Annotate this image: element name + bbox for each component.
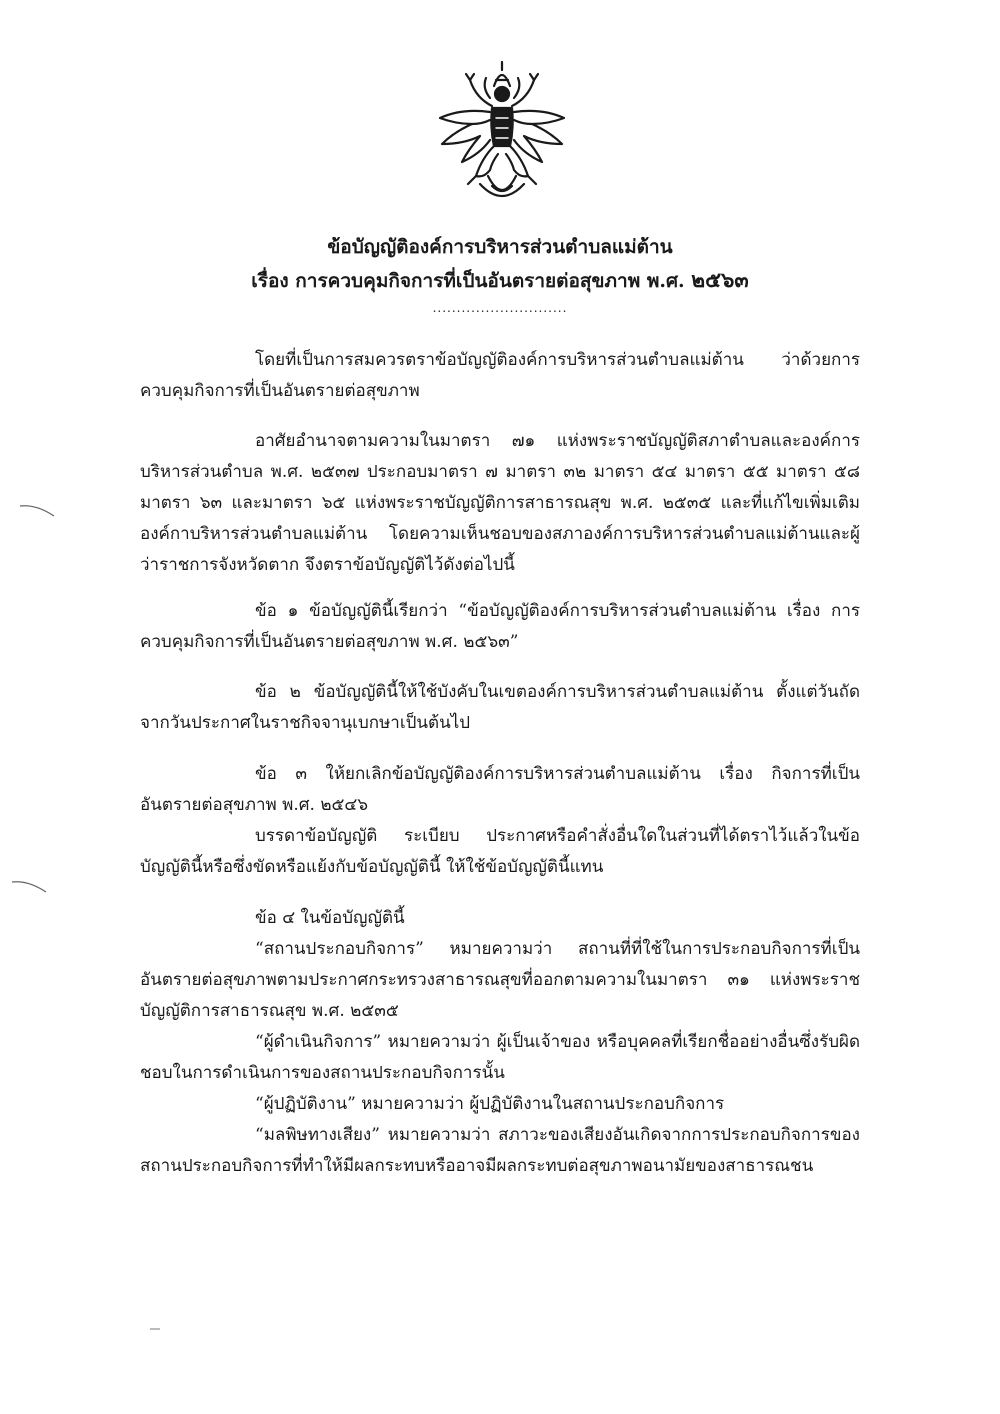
clause-3-section bbox=[140, 759, 860, 883]
authority-section bbox=[140, 426, 860, 581]
definition-establishment: “สถานประกอบกิจการ” หมายความว่า สถานที่ที่ใช้ในการประกอบกิจการที่เป็นอันตรายต่อสุขภาพตามประกาศกระทรวงสาธารณสุขที่ออกตามความในมาตรา ๓๑ แห่งพระราชบัญญัติการสาธารณสุข พ.ศ. ๒๕๓๕ bbox=[140, 939, 860, 1021]
clause-2: ข้อ ๒ ข้อบัญญัตินี้ให้ใช้บังคับในเขตองค์การบริหารส่วนตำบลแม่ต้าน ตั้งแต่วันถัดจากวันประกาศในราชกิจจานุเบกษาเป็นต้นไป bbox=[140, 682, 860, 733]
preamble-section bbox=[140, 345, 860, 407]
clause-2-section bbox=[140, 677, 860, 739]
clause-1-section bbox=[140, 596, 860, 658]
definition-noise-pollution: “มลพิษทางเสียง” หมายความว่า สภาวะของเสียงอันเกิดจากการประกอบกิจการของสถานประกอบกิจการที่ทำให้มีผลกระทบหรืออาจมีผลกระทบต่อสุขภาพอนามัยของสาธารณชน bbox=[140, 1125, 860, 1176]
scan-mark bbox=[10, 876, 50, 896]
clause-3: ข้อ ๓ ให้ยกเลิกข้อบัญญัติองค์การบริหารส่วนตำบลแม่ต้าน เรื่อง กิจการที่เป็นอันตรายต่อสุขภาพ พ.ศ. ๒๕๔๖ bbox=[140, 764, 860, 815]
definition-operator: “ผู้ดำเนินกิจการ” หมายความว่า ผู้เป็นเจ้าของ หรือบุคคลที่เรียกชื่ออย่างอื่นซึ่งรับผิดชอบในการดำเนินการของสถานประกอบกิจการนั้น bbox=[140, 1032, 860, 1083]
clause-4-section bbox=[140, 903, 860, 1182]
title-separator: ............................ bbox=[432, 301, 568, 315]
scan-mark bbox=[148, 1324, 164, 1334]
preamble-paragraph: โดยที่เป็นการสมควรตราข้อบัญญัติองค์การบริหารส่วนตำบลแม่ต้าน ว่าด้วยการควบคุมกิจการที่เป็นอันตรายต่อสุขภาพ bbox=[140, 350, 860, 401]
clause-3-continuation: บรรดาข้อบัญญัติ ระเบียบ ประกาศหรือคำสั่งอื่นใดในส่วนที่ได้ตราไว้แล้วในข้อบัญญัตินี้หรือซึ่งขัดหรือแย้งกับข้อบัญญัตินี้ ให้ใช้ข้อบัญญัตินี้แทน bbox=[140, 826, 860, 877]
subtitle-text: เรื่อง การควบคุมกิจการที่เป็นอันตรายต่อสุขภาพ พ.ศ. bbox=[251, 270, 692, 292]
definition-worker: “ผู้ปฏิบัติงาน” หมายความว่า ผู้ปฏิบัติงานในสถานประกอบกิจการ bbox=[255, 1094, 725, 1114]
clause-1: ข้อ ๑ ข้อบัญญัตินี้เรียกว่า “ข้อบัญญัติองค์การบริหารส่วนตำบลแม่ต้าน เรื่อง การควบคุมกิจการที่เป็นอันตรายต่อสุขภาพ พ.ศ. ๒๕๖๓” bbox=[140, 601, 860, 652]
authority-paragraph: อาศัยอำนาจตามความในมาตรา ๗๑ แห่งพระราชบัญญัติสภาตำบลและองค์การบริหารส่วนตำบล พ.ศ. ๒๕๓๗ ประกอบมาตรา ๗ มาตรา ๓๒ มาตรา ๕๔ มาตรา ๕๕ มาตรา ๕๘ มาตรา ๖๓ และมาตรา ๖๕ แห่งพระราชบัญญัติการสาธารณสุข พ.ศ. ๒๕๓๕ และที่แก้ไขเพิ่มเติม องค์กาบริหารส่วนตำบลแม่ต้าน โดยความเห็นชอบของสภาองค์การบริหารส่วนตำบลแม่ต้านและผู้ว่าราชการจังหวัดตาก จึงตราข้อบัญญัติไว้ดังต่อไปนี้ bbox=[140, 431, 860, 575]
page-subtitle bbox=[0, 264, 1000, 297]
garuda-emblem-icon bbox=[432, 58, 572, 208]
scan-mark bbox=[18, 500, 58, 520]
handwritten-year: ๒๕๖๓ bbox=[691, 268, 749, 292]
clause-4: ข้อ ๔ ในข้อบัญญัตินี้ bbox=[255, 908, 405, 928]
page-title: ข้อบัญญัติองค์การบริหารส่วนตำบลแม่ต้าน bbox=[327, 236, 673, 258]
